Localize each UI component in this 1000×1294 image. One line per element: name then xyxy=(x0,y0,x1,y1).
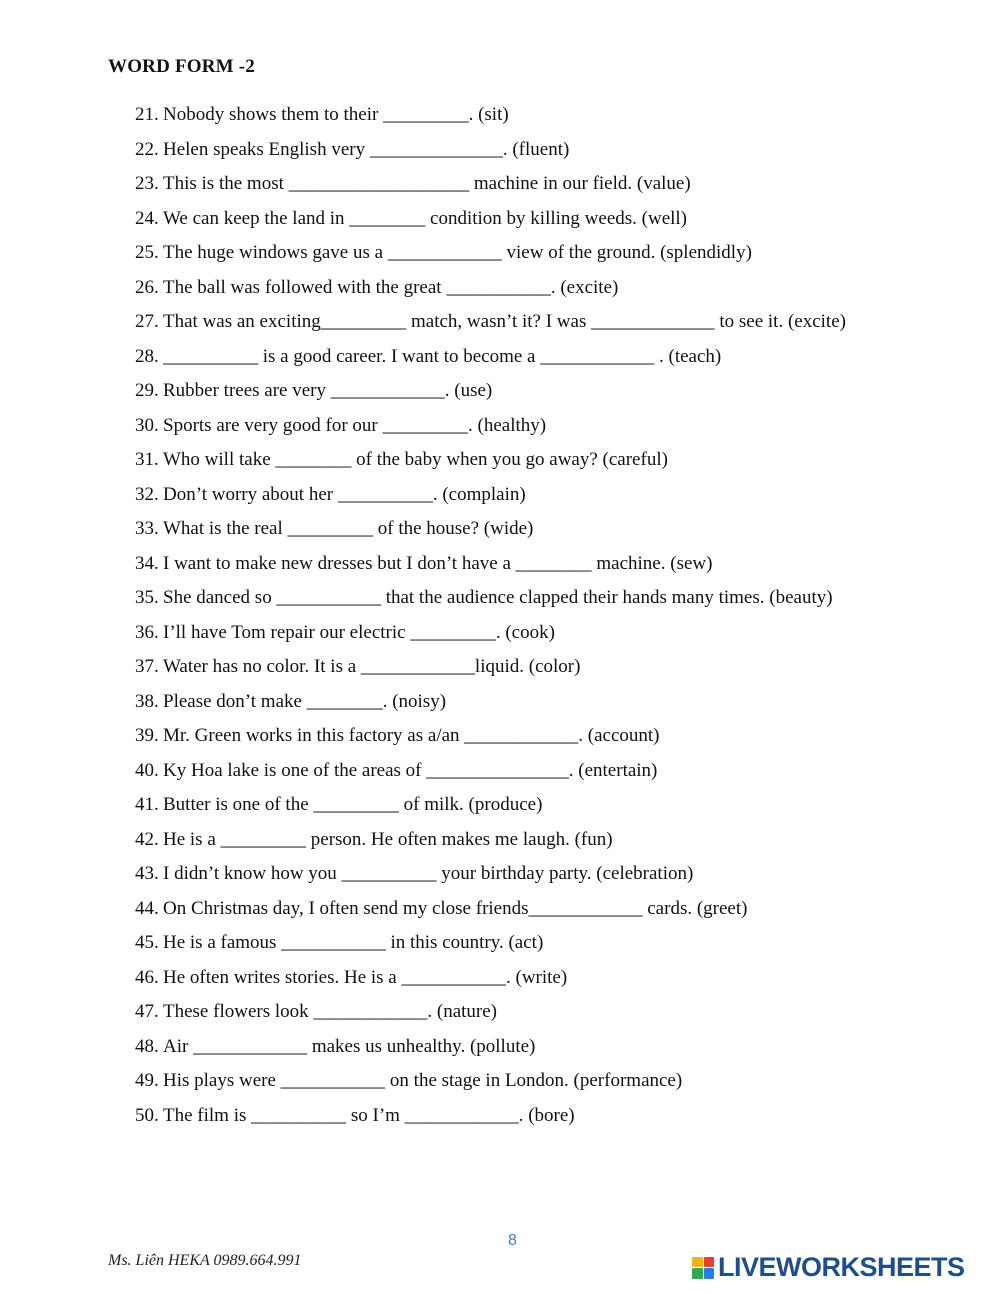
question-item xyxy=(135,616,995,651)
question-item xyxy=(135,926,995,961)
question-list xyxy=(135,98,995,1133)
question-text: That was an exciting_________ match, wasn’t it? I was _____________ to see it. (excite) xyxy=(163,311,846,333)
question-number: 33. xyxy=(135,518,159,540)
question-number: 49. xyxy=(135,1070,159,1092)
question-text: His plays were ___________ on the stage in London. (performance) xyxy=(163,1070,683,1092)
question-text: Water has no color. It is a ____________liquid. (color) xyxy=(163,656,581,678)
question-item xyxy=(135,443,995,478)
question-item xyxy=(135,512,995,547)
question-item xyxy=(135,892,995,927)
question-number: 46. xyxy=(135,966,159,988)
question-text: Nobody shows them to their _________. (sit) xyxy=(163,104,509,126)
question-item xyxy=(135,857,995,892)
question-item xyxy=(135,167,995,202)
question-item xyxy=(135,650,995,685)
question-text: Helen speaks English very ______________. (fluent) xyxy=(163,138,570,160)
question-text: She danced so ___________ that the audience clapped their hands many times. (beauty) xyxy=(163,587,833,609)
worksheet-title: WORD FORM -2 xyxy=(108,56,255,77)
question-text: I’ll have Tom repair our electric _________. (cook) xyxy=(163,621,555,643)
question-text: __________ is a good career. I want to become a ____________ . (teach) xyxy=(163,345,722,367)
question-number: 41. xyxy=(135,794,159,816)
question-number: 36. xyxy=(135,621,159,643)
footer-author: Ms. Liên HEKA 0989.664.991 xyxy=(108,1252,302,1269)
page-number: 8 xyxy=(508,1232,517,1249)
question-item xyxy=(135,236,995,271)
question-item xyxy=(135,409,995,444)
question-number: 31. xyxy=(135,449,159,471)
question-number: 27. xyxy=(135,311,159,333)
question-text: He is a famous ___________ in this country. (act) xyxy=(163,932,544,954)
question-text: We can keep the land in ________ condition by killing weeds. (well) xyxy=(163,207,688,229)
question-item xyxy=(135,202,995,237)
question-item xyxy=(135,719,995,754)
question-number: 21. xyxy=(135,104,159,126)
question-item xyxy=(135,271,995,306)
question-text: Who will take ________ of the baby when you go away? (careful) xyxy=(163,449,668,471)
logo-square xyxy=(704,1268,715,1279)
question-number: 30. xyxy=(135,414,159,436)
question-text: Ky Hoa lake is one of the areas of _______________. (entertain) xyxy=(163,759,658,781)
question-item xyxy=(135,1099,995,1134)
question-text: I want to make new dresses but I don’t have a ________ machine. (sew) xyxy=(163,552,713,574)
logo-square xyxy=(704,1257,715,1268)
question-number: 38. xyxy=(135,690,159,712)
question-number: 48. xyxy=(135,1035,159,1057)
question-number: 40. xyxy=(135,759,159,781)
question-item xyxy=(135,98,995,133)
question-text: This is the most ___________________ machine in our field. (value) xyxy=(163,173,691,195)
question-item xyxy=(135,133,995,168)
question-number: 26. xyxy=(135,276,159,298)
question-item xyxy=(135,788,995,823)
question-number: 35. xyxy=(135,587,159,609)
question-text: He often writes stories. He is a ___________. (write) xyxy=(163,966,568,988)
question-text: Sports are very good for our _________. (healthy) xyxy=(163,414,547,436)
question-item xyxy=(135,305,995,340)
question-item xyxy=(135,995,995,1030)
question-text: Please don’t make ________. (noisy) xyxy=(163,690,447,712)
question-text: Air ____________ makes us unhealthy. (pollute) xyxy=(163,1035,536,1057)
brand-name: LIVEWORKSHEETS xyxy=(718,1252,965,1282)
question-number: 28. xyxy=(135,345,159,367)
question-number: 42. xyxy=(135,828,159,850)
question-number: 43. xyxy=(135,863,159,885)
question-text: Rubber trees are very ____________. (use) xyxy=(163,380,493,402)
question-number: 50. xyxy=(135,1104,159,1126)
question-number: 24. xyxy=(135,207,159,229)
question-text: The film is __________ so I’m ____________. (bore) xyxy=(163,1104,575,1126)
question-text: On Christmas day, I often send my close friends____________ cards. (greet) xyxy=(163,897,748,919)
question-item xyxy=(135,340,995,375)
question-text: The ball was followed with the great ___________. (excite) xyxy=(163,276,619,298)
question-item xyxy=(135,581,995,616)
question-number: 37. xyxy=(135,656,159,678)
logo-square xyxy=(692,1268,703,1279)
question-number: 32. xyxy=(135,483,159,505)
liveworksheets-brand[interactable] xyxy=(692,1252,965,1283)
question-number: 44. xyxy=(135,897,159,919)
question-number: 45. xyxy=(135,932,159,954)
question-item xyxy=(135,478,995,513)
question-number: 23. xyxy=(135,173,159,195)
question-item xyxy=(135,547,995,582)
question-text: The huge windows gave us a ____________ view of the ground. (splendidly) xyxy=(163,242,752,264)
question-item xyxy=(135,961,995,996)
question-item xyxy=(135,1064,995,1099)
question-item xyxy=(135,754,995,789)
logo-square xyxy=(692,1257,703,1268)
question-text: I didn’t know how you __________ your birthday party. (celebration) xyxy=(163,863,694,885)
question-number: 47. xyxy=(135,1001,159,1023)
liveworksheets-logo-icon xyxy=(692,1257,714,1279)
question-text: Don’t worry about her __________. (complain) xyxy=(163,483,526,505)
question-item xyxy=(135,685,995,720)
question-item xyxy=(135,1030,995,1065)
question-text: What is the real _________ of the house? (wide) xyxy=(163,518,534,540)
question-text: These flowers look ____________. (nature) xyxy=(163,1001,498,1023)
question-text: Mr. Green works in this factory as a/an ____________. (account) xyxy=(163,725,660,747)
question-number: 29. xyxy=(135,380,159,402)
question-number: 34. xyxy=(135,552,159,574)
question-item xyxy=(135,823,995,858)
question-item xyxy=(135,374,995,409)
question-text: He is a _________ person. He often makes me laugh. (fun) xyxy=(163,828,613,850)
question-number: 39. xyxy=(135,725,159,747)
question-number: 25. xyxy=(135,242,159,264)
question-number: 22. xyxy=(135,138,159,160)
question-text: Butter is one of the _________ of milk. (produce) xyxy=(163,794,543,816)
